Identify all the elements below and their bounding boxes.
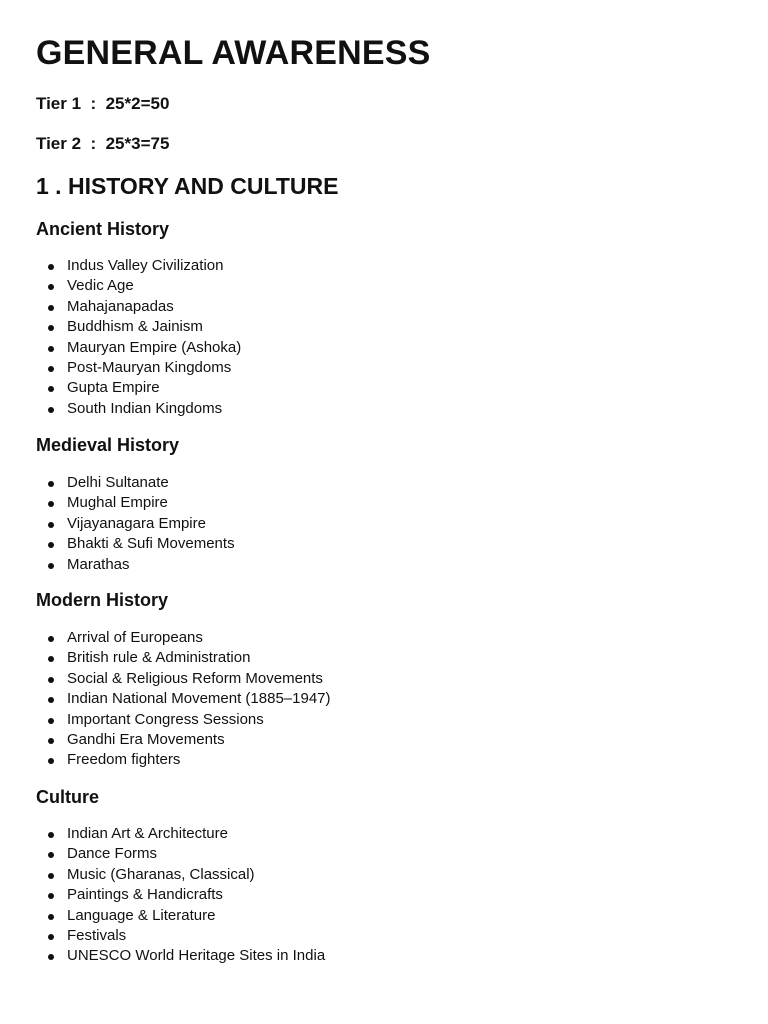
- list-item: Indus Valley Civilization: [36, 256, 241, 276]
- bullet-icon: [48, 873, 54, 879]
- bullet-icon: [48, 758, 54, 764]
- list-item: Social & Religious Reform Movements: [36, 669, 331, 689]
- list-item: Mughal Empire: [36, 493, 235, 513]
- list-item: Dance Forms: [36, 844, 325, 864]
- list-item: Bhakti & Sufi Movements: [36, 534, 235, 554]
- bullet-icon: [48, 697, 54, 703]
- list-item: Arrival of Europeans: [36, 628, 331, 648]
- bullet-icon: [48, 325, 54, 331]
- bullet-icon: [48, 656, 54, 662]
- list-item: Indian Art & Architecture: [36, 824, 325, 844]
- list-item: Buddhism & Jainism: [36, 317, 241, 337]
- list-item: Vedic Age: [36, 276, 241, 296]
- bullet-icon: [48, 718, 54, 724]
- bullet-icon: [48, 522, 54, 528]
- bullet-icon: [48, 563, 54, 569]
- list-item: Vijayanagara Empire: [36, 514, 235, 534]
- list-item: Language & Literature: [36, 906, 325, 926]
- bullet-icon: [48, 893, 54, 899]
- list-item: South Indian Kingdoms: [36, 399, 241, 419]
- list-item: Paintings & Handicrafts: [36, 885, 325, 905]
- culture-list: [36, 824, 325, 967]
- bullet-icon: [48, 284, 54, 290]
- tier-2-marks: Tier 2 : 25*3=75: [36, 134, 170, 153]
- bullet-icon: [48, 305, 54, 311]
- bullet-icon: [48, 914, 54, 920]
- bullet-icon: [48, 501, 54, 507]
- list-item: Post-Mauryan Kingdoms: [36, 358, 241, 378]
- subheading-modern-history: Modern History: [36, 590, 169, 610]
- list-item: Music (Gharanas, Classical): [36, 865, 325, 885]
- list-item: Mauryan Empire (Ashoka): [36, 338, 241, 358]
- list-item: UNESCO World Heritage Sites in India: [36, 946, 325, 966]
- bullet-icon: [48, 934, 54, 940]
- bullet-icon: [48, 386, 54, 392]
- list-item: British rule & Administration: [36, 648, 331, 668]
- list-item: Mahajanapadas: [36, 297, 241, 317]
- document-title: GENERAL AWARENESS: [36, 34, 431, 72]
- bullet-icon: [48, 677, 54, 683]
- list-item: Delhi Sultanate: [36, 473, 235, 493]
- medieval-history-list: [36, 473, 235, 575]
- section-heading: 1 . HISTORY AND CULTURE: [36, 173, 339, 199]
- bullet-icon: [48, 407, 54, 413]
- list-item: Indian National Movement (1885–1947): [36, 689, 331, 709]
- bullet-icon: [48, 852, 54, 858]
- bullet-icon: [48, 264, 54, 270]
- tier-1-marks: Tier 1 : 25*2=50: [36, 94, 170, 113]
- subheading-ancient-history: Ancient History: [36, 219, 170, 239]
- bullet-icon: [48, 738, 54, 744]
- bullet-icon: [48, 542, 54, 548]
- bullet-icon: [48, 954, 54, 960]
- bullet-icon: [48, 832, 54, 838]
- list-item: Gupta Empire: [36, 378, 241, 398]
- subheading-medieval-history: Medieval History: [36, 435, 180, 455]
- list-item: Marathas: [36, 555, 235, 575]
- list-item: Festivals: [36, 926, 325, 946]
- bullet-icon: [48, 366, 54, 372]
- list-item: Freedom fighters: [36, 750, 331, 770]
- bullet-icon: [48, 346, 54, 352]
- list-item: Gandhi Era Movements: [36, 730, 331, 750]
- modern-history-list: [36, 628, 331, 771]
- bullet-icon: [48, 481, 54, 487]
- subheading-culture: Culture: [36, 787, 99, 807]
- list-item: Important Congress Sessions: [36, 710, 331, 730]
- bullet-icon: [48, 636, 54, 642]
- ancient-history-list: [36, 256, 241, 419]
